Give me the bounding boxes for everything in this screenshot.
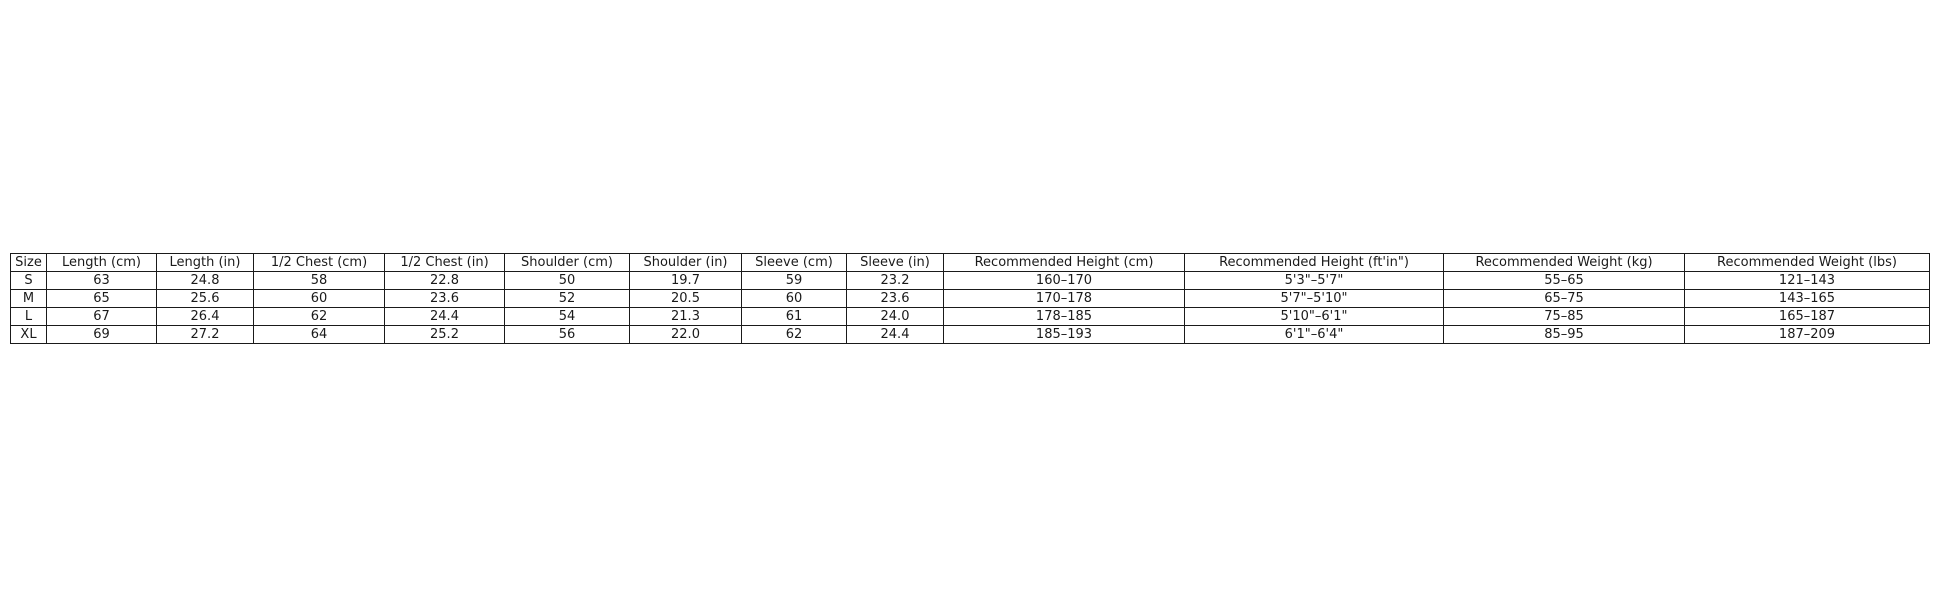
- column-header: Sleeve (cm): [742, 254, 847, 272]
- column-header: Shoulder (in): [630, 254, 742, 272]
- value-cell: 22.8: [385, 272, 505, 290]
- value-cell: 63: [47, 272, 157, 290]
- value-cell: 69: [47, 326, 157, 344]
- value-cell: 54: [505, 308, 630, 326]
- value-cell: 6'1"–6'4": [1185, 326, 1444, 344]
- value-cell: 25.2: [385, 326, 505, 344]
- value-cell: 143–165: [1685, 290, 1930, 308]
- value-cell: 160–170: [944, 272, 1185, 290]
- value-cell: 25.6: [157, 290, 254, 308]
- value-cell: 60: [742, 290, 847, 308]
- value-cell: 50: [505, 272, 630, 290]
- value-cell: 24.0: [847, 308, 944, 326]
- value-cell: 61: [742, 308, 847, 326]
- value-cell: 62: [254, 308, 385, 326]
- value-cell: 85–95: [1444, 326, 1685, 344]
- value-cell: 187–209: [1685, 326, 1930, 344]
- column-header: Recommended Weight (lbs): [1685, 254, 1930, 272]
- column-header: 1/2 Chest (in): [385, 254, 505, 272]
- value-cell: 23.6: [847, 290, 944, 308]
- size-cell: S: [11, 272, 47, 290]
- value-cell: 59: [742, 272, 847, 290]
- table-row: [11, 308, 1930, 326]
- size-cell: XL: [11, 326, 47, 344]
- column-header: Sleeve (in): [847, 254, 944, 272]
- value-cell: 22.0: [630, 326, 742, 344]
- value-cell: 55–65: [1444, 272, 1685, 290]
- value-cell: 165–187: [1685, 308, 1930, 326]
- table-row: [11, 272, 1930, 290]
- column-header: Recommended Height (ft'in"): [1185, 254, 1444, 272]
- column-header: Length (cm): [47, 254, 157, 272]
- value-cell: 21.3: [630, 308, 742, 326]
- value-cell: 58: [254, 272, 385, 290]
- header-row: [11, 254, 1930, 272]
- value-cell: 23.2: [847, 272, 944, 290]
- value-cell: 19.7: [630, 272, 742, 290]
- value-cell: 23.6: [385, 290, 505, 308]
- column-header: Recommended Height (cm): [944, 254, 1185, 272]
- value-cell: 65–75: [1444, 290, 1685, 308]
- value-cell: 56: [505, 326, 630, 344]
- value-cell: 75–85: [1444, 308, 1685, 326]
- value-cell: 5'10"–6'1": [1185, 308, 1444, 326]
- value-cell: 24.8: [157, 272, 254, 290]
- value-cell: 62: [742, 326, 847, 344]
- column-header: Length (in): [157, 254, 254, 272]
- value-cell: 178–185: [944, 308, 1185, 326]
- value-cell: 26.4: [157, 308, 254, 326]
- size-chart-table: [10, 253, 1930, 344]
- value-cell: 67: [47, 308, 157, 326]
- value-cell: 24.4: [847, 326, 944, 344]
- value-cell: 5'3"–5'7": [1185, 272, 1444, 290]
- column-header: Shoulder (cm): [505, 254, 630, 272]
- value-cell: 65: [47, 290, 157, 308]
- size-cell: L: [11, 308, 47, 326]
- column-header: Size: [11, 254, 47, 272]
- table-body: [11, 272, 1930, 344]
- value-cell: 121–143: [1685, 272, 1930, 290]
- value-cell: 170–178: [944, 290, 1185, 308]
- value-cell: 5'7"–5'10": [1185, 290, 1444, 308]
- table-row: [11, 290, 1930, 308]
- size-cell: M: [11, 290, 47, 308]
- value-cell: 60: [254, 290, 385, 308]
- value-cell: 52: [505, 290, 630, 308]
- column-header: 1/2 Chest (cm): [254, 254, 385, 272]
- value-cell: 20.5: [630, 290, 742, 308]
- value-cell: 64: [254, 326, 385, 344]
- value-cell: 24.4: [385, 308, 505, 326]
- value-cell: 185–193: [944, 326, 1185, 344]
- value-cell: 27.2: [157, 326, 254, 344]
- column-header: Recommended Weight (kg): [1444, 254, 1685, 272]
- table-row: [11, 326, 1930, 344]
